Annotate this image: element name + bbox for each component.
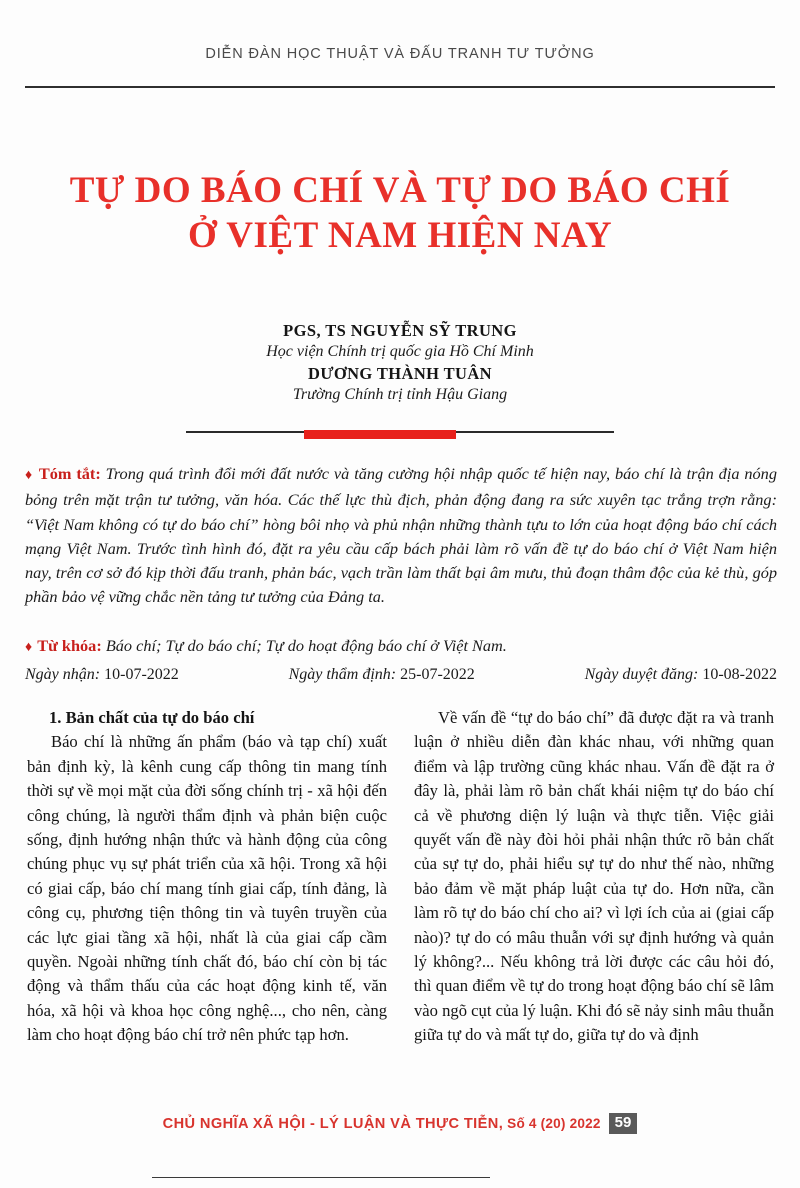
abstract-label: Tóm tắt:: [38, 464, 101, 483]
abstract-text: Trong quá trình đổi mới đất nước và tăng cường hội nhập quốc tế hiện nay, báo chí là trận địa nóng bỏng trên mặt trận tư tưởng, văn hóa. Các thế lực thù địch, phản động đang ra sức xuyên tạc trắng trợn rằng: “Việt Nam không có tự do báo chí” hòng bôi nhọ và phủ nhận những thành tựu to lớn của hoạt động báo chí cách mạng Việt Nam. Trước tình hình đó, đặt ra yêu cầu cấp bách phải làm rõ vấn đề tự do báo chí ở Việt Nam hiện nay, trên cơ sở đó kịp thời đấu tranh, phản bác, vạch trần làm thất bại âm mưu, thủ đoạn thâm độc của kẻ thù, góp phần bảo vệ vững chắc nền tảng tư tưởng của Đảng ta.: [25, 464, 777, 607]
page-footer: [0, 1113, 800, 1134]
header-rule: [25, 86, 775, 88]
left-column-paragraph: Báo chí là những ấn phẩm (báo và tạp chí) xuất bản định kỳ, là kênh cung cấp thông tin mang tính thời sự về mọi mặt của đời sống chính trị - xã hội đến công chúng, là người thẩm định và phản biện cuộc sống, định hướng nhận thức và hành động của công chúng phục vụ sự phát triển của xã hội. Trong xã hội có giai cấp, báo chí mang tính giai cấp, tính đảng, là công cụ, phương tiện thông tin và tuyên truyền của các lực giai tầng xã hội, nhất là của giai cấp cầm quyền. Ngoài những tính chất đó, báo chí còn bị tác động và thẩm thấu của các hoạt động kinh tế, văn hóa, xã hội và khoa học công nghệ..., cho nên, càng làm cho hoạt động báo chí trở nên phức tạp hơn.: [27, 732, 387, 1045]
date-approved-value: 10-08-2022: [702, 666, 777, 683]
date-received-value: 10-07-2022: [104, 666, 179, 683]
author-affiliation-2: Trường Chính trị tỉnh Hậu Giang: [292, 386, 508, 403]
author-name-2: DƯƠNG THÀNH TUÂN: [308, 364, 492, 383]
abstract-bullet-icon: ♦: [25, 468, 33, 483]
divider-red-bar: [304, 430, 456, 439]
page-number-badge: 59: [609, 1113, 638, 1134]
date-line: [25, 666, 777, 684]
running-head: DIỄN ĐÀN HỌC THUẬT VÀ ĐẤU TRANH TƯ TƯỞNG: [205, 46, 595, 62]
abstract-block: [25, 462, 777, 610]
article-title-line-1: TỰ DO BÁO CHÍ VÀ TỰ DO BÁO CHÍ: [69, 170, 731, 211]
author-block: [0, 320, 800, 406]
date-approved: [585, 666, 777, 684]
footer-journal-name: CHỦ NGHĨA XÃ HỘI - LÝ LUẬN VÀ THỰC TIỄN,: [162, 1115, 504, 1132]
body-columns: [27, 706, 775, 1064]
author-affiliation-1: Học viện Chính trị quốc gia Hồ Chí Minh: [266, 343, 534, 360]
date-reviewed-value: 25-07-2022: [400, 666, 475, 683]
left-column: [27, 706, 387, 1064]
keywords-text: Báo chí; Tự do báo chí; Tự do hoạt động báo chí ở Việt Nam.: [105, 636, 507, 655]
title-divider: [186, 428, 614, 440]
page-title: [30, 168, 770, 258]
keywords-bullet-icon: ♦: [25, 640, 33, 655]
article-title-line-2: Ở VIỆT NAM HIỆN NAY: [187, 215, 613, 256]
date-received: [25, 666, 179, 684]
keywords-label: Từ khóa:: [37, 636, 102, 655]
keywords-block: [25, 634, 777, 660]
footer-issue: Số 4 (20) 2022: [507, 1116, 601, 1131]
date-reviewed-label: Ngày thẩm định:: [288, 666, 397, 683]
date-received-label: Ngày nhận:: [25, 666, 101, 683]
bottom-rule: [152, 1177, 490, 1178]
date-reviewed: [289, 666, 475, 684]
right-column: [414, 706, 774, 1064]
section-heading-1: 1. Bản chất của tự do báo chí: [49, 708, 255, 727]
right-column-paragraph: Về vấn đề “tự do báo chí” đã được đặt ra và tranh luận ở nhiều diễn đàn khác nhau, với những quan điểm và lập trường cũng khác nhau. Vấn đề đặt ra ở đây là, phải làm rõ bản chất khái niệm tự do báo chí cả về phương diện lý luận và thực tiễn. Việc giải quyết vấn đề này đòi hỏi phải nhận thức rõ bản chất của sự tự do, phải hiểu sự tự do như thế nào, những bảo đảm về mặt pháp luật của tự do. Hơn nữa, cần làm rõ tự do báo chí cho ai? vì lợi ích của ai (giai cấp nào)? tự do có mâu thuẫn với sự định hướng và quản lý không?... Nếu không trả lời được các câu hỏi đó, thì quan điểm về tự do trong hoạt động báo chí sẽ lâm vào ngõ cụt của lý luận. Khi đó sẽ nảy sinh mâu thuẫn giữa tự do và mất tự do, giữa tự do và định: [414, 708, 774, 1045]
date-approved-label: Ngày duyệt đăng:: [584, 666, 699, 683]
author-name-1: PGS, TS NGUYỄN SỸ TRUNG: [283, 321, 517, 340]
